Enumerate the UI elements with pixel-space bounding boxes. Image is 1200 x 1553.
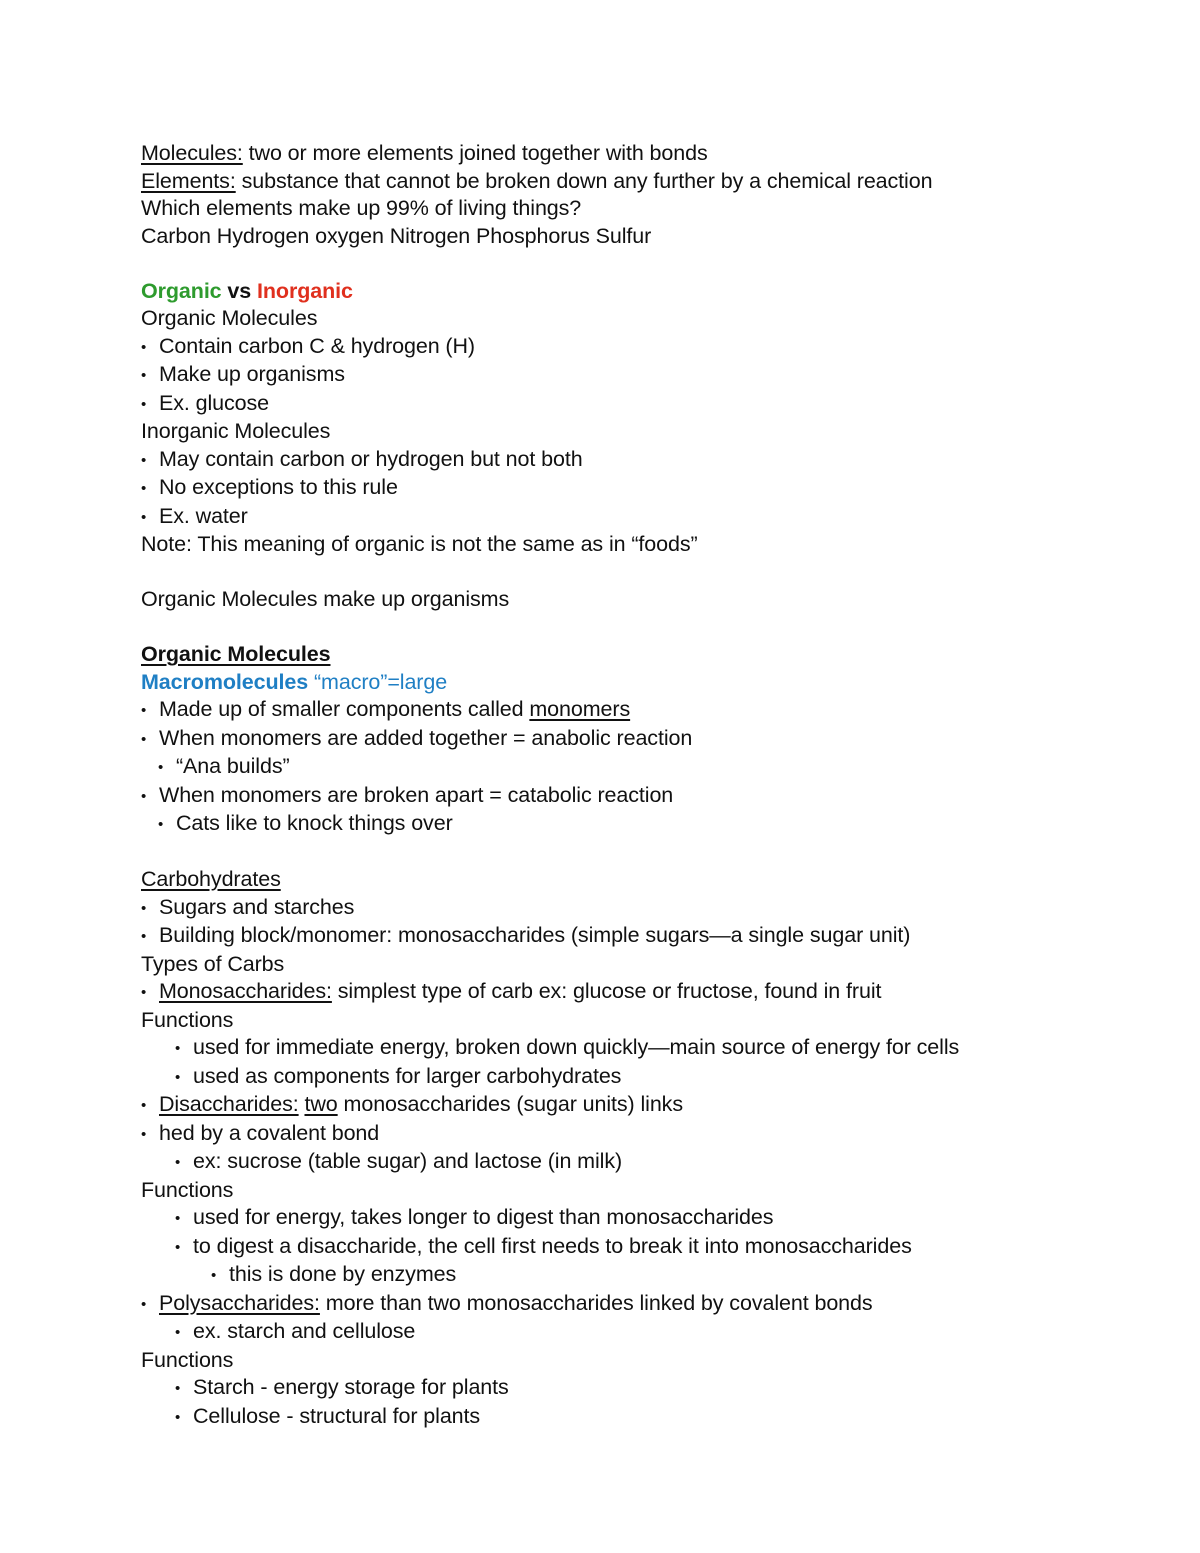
bullet: •: [158, 759, 164, 776]
list-item: • Monosaccharides: simplest type of carb ex: glucose or fructose, found in fruit: [141, 978, 1161, 1007]
list-item: • No exceptions to this rule: [141, 474, 1161, 503]
list-item: • Polysaccharides: more than two monosaccharides linked by covalent bonds: [141, 1290, 1161, 1319]
bullet: •: [141, 480, 147, 497]
list-item: • When monomers are added together = anabolic reaction: [141, 725, 1161, 754]
summary-line: Organic Molecules make up organisms: [141, 587, 510, 611]
list-item: • used for immediate energy, broken down quickly—main source of energy for cells: [141, 1034, 1161, 1063]
definition-elements: Elements: substance that cannot be broken down any further by a chemical reaction: [141, 168, 933, 193]
organic-molecules-label: Organic Molecules: [141, 306, 318, 330]
list-item: • Cellulose - structural for plants: [141, 1403, 1161, 1432]
list-item: • Building block/monomer: monosaccharides (simple sugars—a single sugar unit): [141, 922, 1161, 951]
bullet: •: [141, 451, 147, 469]
bullet: •: [141, 899, 147, 917]
bullet: •: [141, 367, 147, 384]
definition-molecules: Molecules: two or more elements joined together with bonds: [141, 141, 708, 165]
bullet: •: [141, 984, 147, 1001]
functions-label: Functions: [141, 1177, 234, 1202]
spacer: [141, 614, 1161, 642]
bullet: •: [141, 702, 147, 719]
heading-organic-vs-inorganic: Organic vs Inorganic: [141, 278, 353, 303]
heading-carbohydrates: Carbohydrates: [141, 867, 281, 891]
bullet: •: [211, 1267, 217, 1284]
term-molecules: Molecules:: [141, 141, 243, 165]
spacer: [141, 559, 1161, 587]
list-item: • Made up of smaller components called monomers: [141, 696, 1161, 725]
list-item: • Starch - energy storage for plants: [141, 1374, 1161, 1403]
bullet: •: [175, 1238, 181, 1256]
bullet: •: [141, 1097, 147, 1114]
note: Note: This meaning of organic is not the same as in “foods”: [141, 532, 698, 556]
bullet: •: [175, 1154, 181, 1171]
bullet: •: [175, 1068, 181, 1086]
bullet: •: [175, 1324, 181, 1341]
heading-organic-molecules: Organic Molecules: [141, 642, 331, 666]
bullet: •: [141, 787, 147, 805]
bullet: •: [158, 816, 164, 833]
spacer: [141, 839, 1161, 867]
bullet: •: [141, 395, 147, 413]
inorganic-molecules-label: Inorganic Molecules: [141, 419, 331, 443]
list-item: • Sugars and starches: [141, 894, 1161, 923]
notes-body: [141, 140, 1161, 1431]
list-item: • “Ana builds”: [141, 753, 1161, 782]
list-item: • hed by a covalent bond: [141, 1120, 1161, 1149]
question-elements: Which elements make up 99% of living things?: [141, 196, 582, 220]
bullet: •: [141, 1295, 147, 1313]
bullet: •: [141, 508, 147, 526]
list-item: • Ex. water: [141, 503, 1161, 532]
list-item: • When monomers are broken apart = catabolic reaction: [141, 782, 1161, 811]
list-item: • May contain carbon or hydrogen but not both: [141, 446, 1161, 475]
list-item: • to digest a disaccharide, the cell first needs to break it into monosaccharides: [141, 1233, 1161, 1262]
list-item: • Disaccharides: two monosaccharides (sugar units) links: [141, 1091, 1161, 1120]
spacer: [141, 250, 1161, 278]
bullet: •: [141, 730, 147, 748]
types-of-carbs-label: Types of Carbs: [141, 951, 285, 976]
list-item: • Contain carbon C & hydrogen (H): [141, 333, 1161, 362]
list-item: • ex. starch and cellulose: [141, 1318, 1161, 1347]
list-item: • this is done by enzymes: [141, 1261, 1161, 1290]
list-item: • Ex. glucose: [141, 390, 1161, 419]
term-elements: Elements:: [141, 168, 236, 193]
macromolecules-heading: Macromolecules “macro”=large: [141, 669, 448, 694]
bullet: •: [175, 1380, 181, 1397]
list-item: • Cats like to knock things over: [141, 810, 1161, 839]
list-item: • used as components for larger carbohydrates: [141, 1063, 1161, 1092]
functions-label: Functions: [141, 1007, 234, 1032]
functions-label: Functions: [141, 1347, 234, 1372]
bullet: •: [175, 1040, 181, 1057]
bullet: •: [175, 1210, 181, 1227]
bullet: •: [141, 928, 147, 945]
bullet: •: [141, 1125, 147, 1143]
list-item: • used for energy, takes longer to digest than monosaccharides: [141, 1204, 1161, 1233]
bullet: •: [141, 338, 147, 356]
bullet: •: [175, 1408, 181, 1426]
list-item: • Make up organisms: [141, 361, 1161, 390]
list-item: • ex: sucrose (table sugar) and lactose (in milk): [141, 1148, 1161, 1177]
elements-list: Carbon Hydrogen oxygen Nitrogen Phosphorus Sulfur: [141, 223, 652, 248]
